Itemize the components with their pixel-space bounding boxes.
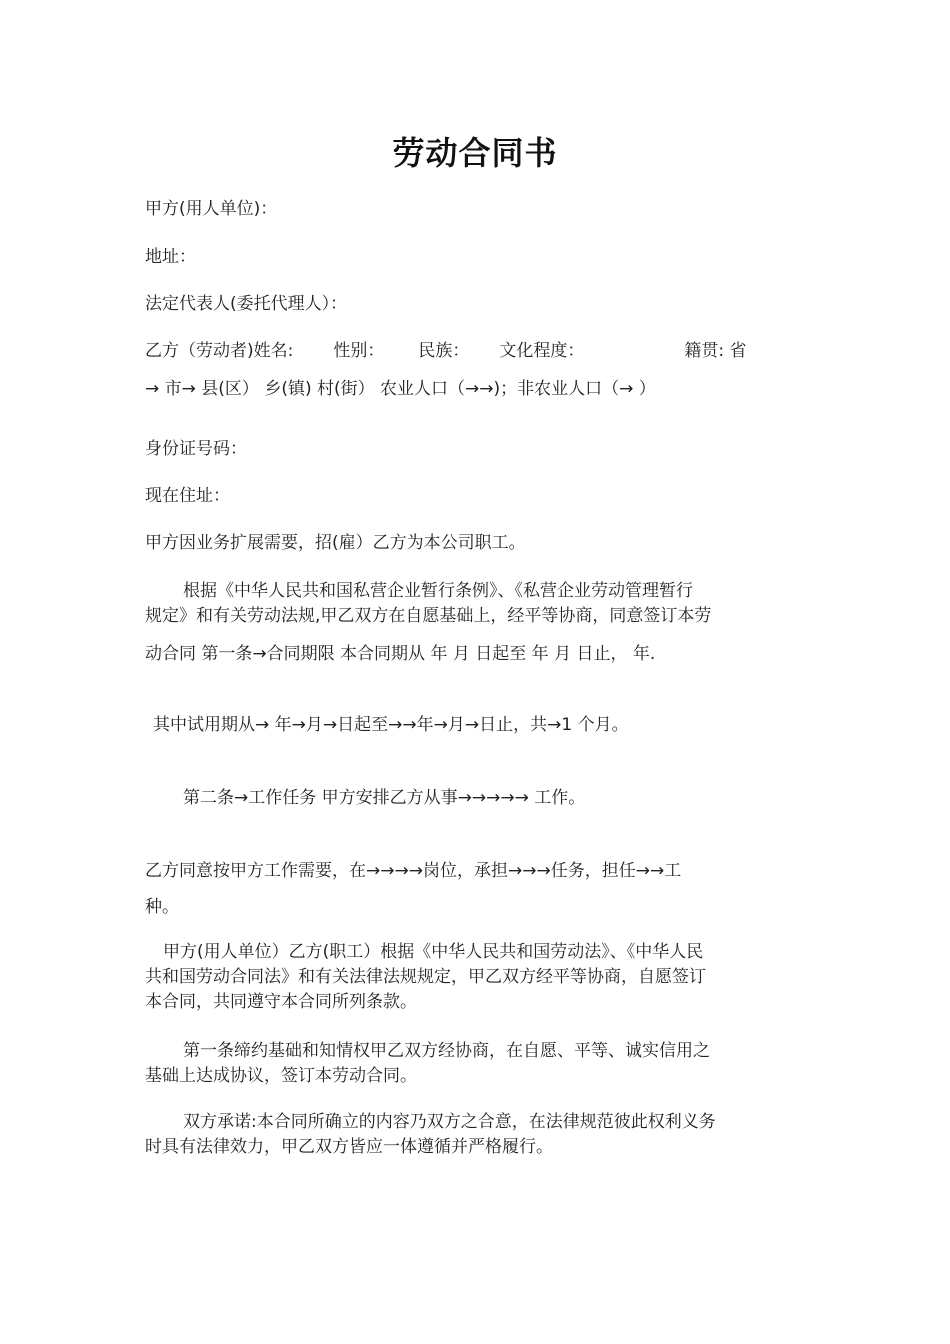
origin-label: 籍贯: 省 — [684, 341, 747, 361]
duty-para-line-1: 乙方同意按甲方工作需要，在→→→→岗位，承担→→→任务，担任→→工 — [145, 861, 682, 881]
contract-term-line: 动合同 第一条→合同期限 本合同期从 年 月 日起至 年 月 日止， 年. — [145, 644, 656, 664]
law-para-line-3: 本合同，共同遵守本合同所列条款。 — [145, 992, 417, 1012]
party-b-name-label: 乙方（劳动者)姓名: — [145, 341, 294, 361]
education-label: 文化程度： — [499, 341, 585, 361]
article-2-work-task: 第二条→工作任务 甲方安排乙方从事→→→→→ 工作。 — [183, 788, 586, 808]
address-field: 地址： — [145, 247, 196, 267]
commitment-para-line-2: 时具有法律效力，甲乙双方皆应一体遵循并严格履行。 — [145, 1137, 553, 1157]
id-number-field: 身份证号码： — [145, 439, 247, 459]
party-b-info-line — [145, 340, 747, 362]
document-title: 劳动合同书 — [392, 134, 558, 172]
basis-para-line-1: 根据《中华人民共和国私营企业暂行条例》、《私营企业劳动管理暂行 — [183, 581, 693, 601]
hiring-statement: 甲方因业务扩展需要，招(雇）乙方为本公司职工。 — [145, 533, 526, 553]
law-para-line-1: 甲方(用人单位）乙方(职工）根据《中华人民共和国劳动法》、《中华人民 — [163, 942, 704, 962]
probation-period-line: 其中试用期从→ 年→月→日起至→→年→月→日止，共→1 个月。 — [153, 715, 629, 735]
current-address-field: 现在住址： — [145, 486, 230, 506]
article-1-para-line-2: 基础上达成协议，签订本劳动合同。 — [145, 1066, 417, 1086]
ethnicity-label: 民族： — [418, 341, 470, 361]
duty-para-line-2: 种。 — [145, 897, 179, 917]
legal-representative-field: 法定代表人(委托代理人）： — [145, 294, 348, 314]
basis-para-line-2: 规定》和有关劳动法规,甲乙双方在自愿基础上，经平等协商，同意签订本劳 — [145, 606, 712, 626]
article-1-para-line-1: 第一条缔约基础和知情权甲乙双方经协商，在自愿、平等、诚实信用之 — [183, 1041, 710, 1061]
household-type-line: → 市→ 县(区） 乡(镇) 村(街） 农业人口（→→)；非农业人口（→ ） — [145, 379, 656, 399]
commitment-para-line-1: 双方承诺:本合同所确立的内容乃双方之合意，在法律规范彼此权利义务 — [183, 1112, 716, 1132]
law-para-line-2: 共和国劳动合同法》和有关法律法规规定，甲乙双方经平等协商，自愿签订 — [145, 967, 706, 987]
party-a-field: 甲方(用人单位)： — [145, 199, 278, 219]
gender-label: 性别： — [333, 341, 385, 361]
